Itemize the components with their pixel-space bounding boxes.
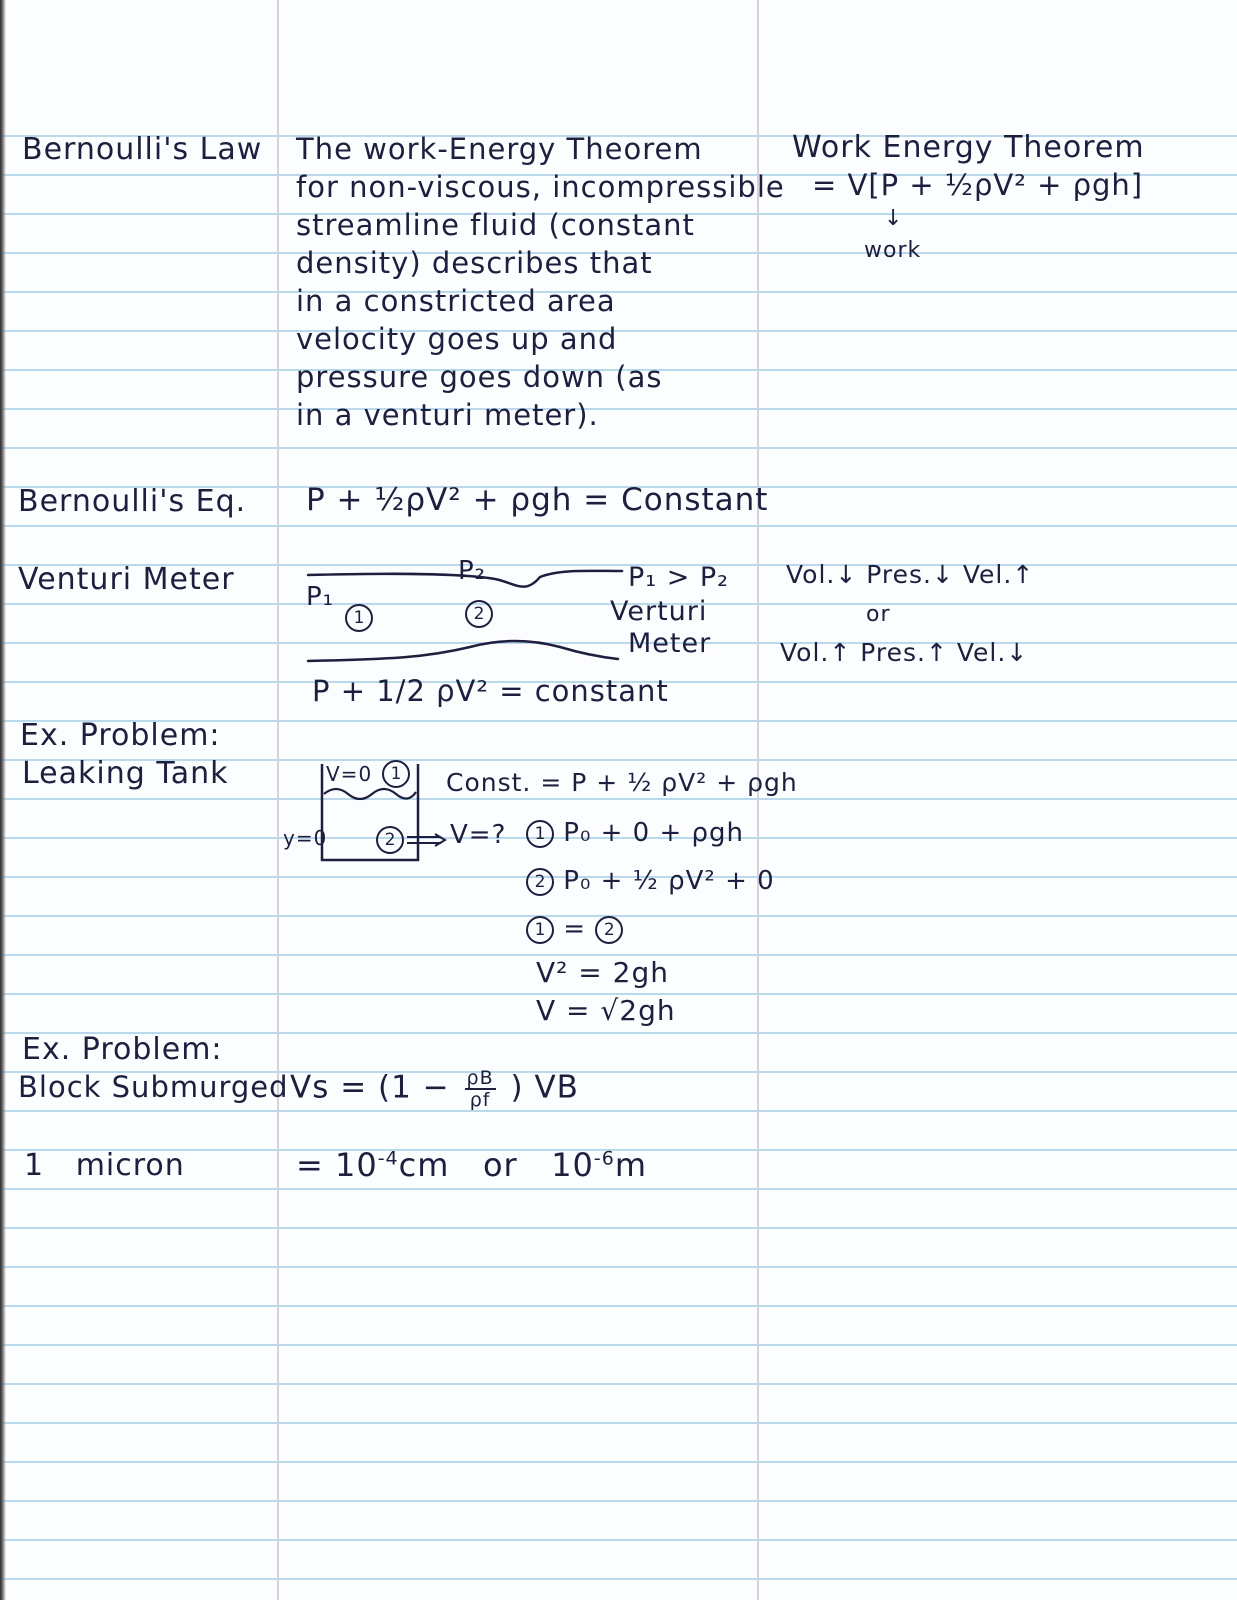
venturi-note-or: or (866, 602, 891, 627)
venturi-note-line1: Vol.↓ Pres.↓ Vel.↑ (786, 560, 1035, 589)
venturi-point-1: 1 (345, 604, 373, 632)
description-line: in a constricted area (296, 284, 616, 318)
tank-water-surface (324, 789, 416, 799)
term-bernoulli-eq: Bernoulli's Eq. (18, 484, 247, 519)
tank-step-point2: 2 P₀ + ½ ρV² + 0 (526, 866, 775, 896)
tank-v-result: V = √2gh (536, 994, 676, 1027)
description-line: velocity goes up and (296, 322, 618, 356)
tank-step-point1: 1 P₀ + 0 + ρgh (526, 818, 744, 848)
term-block-line1: Ex. Problem: (22, 1032, 223, 1067)
fraction-denominator: ρf (469, 1089, 491, 1111)
density-fraction (465, 1068, 496, 1110)
term-venturi-meter: Venturi Meter (18, 562, 235, 597)
venturi-p2-label: P₂ (458, 556, 487, 586)
outflow-arrow-icon (405, 832, 449, 850)
block-equation: Vs = (1 − $\frac{\rho B}{\rho f}$ ) VB (290, 1067, 579, 1111)
tank-point-1: 1 (382, 760, 410, 788)
tank-constant-expression: Const. = P + ½ ρV² + ρgh (446, 768, 798, 797)
description-line: pressure goes down (as (296, 360, 663, 394)
down-arrow-icon: ↓ (884, 206, 904, 231)
bernoulli-law-description (296, 130, 785, 434)
tank-outflow-velocity: V=? (450, 820, 507, 850)
bernoulli-equation: P + ½ρV² + ρgh = Constant (306, 482, 769, 518)
term-leaking-tank-line1: Ex. Problem: (20, 718, 221, 753)
venturi-p1-label: P₁ (306, 582, 335, 612)
term-micron: 1 micron (24, 1148, 185, 1183)
term-leaking-tank-line2: Leaking Tank (22, 756, 229, 791)
page-header-blank (0, 0, 1237, 118)
margin-line-left (277, 0, 279, 1600)
page-edge (0, 0, 6, 1600)
description-line: density) describes that (296, 246, 653, 280)
venturi-equation: P + 1/2 ρV² = constant (312, 674, 669, 708)
venturi-pressure-relation: P₁ > P₂ (628, 562, 729, 593)
term-block-line2: Block Submurged (18, 1070, 289, 1104)
term-bernoulli-law: Bernoulli's Law (22, 132, 263, 167)
venturi-bottom-wall (308, 641, 618, 661)
tank-v-squared: V² = 2gh (536, 956, 669, 989)
work-label: work (864, 238, 922, 263)
description-line: The work-Energy Theorem (296, 132, 703, 166)
tank-step-equate: 1 = 2 (526, 914, 623, 944)
venturi-caption-line1: Verturi (610, 596, 708, 627)
description-line: in a venturi meter). (296, 398, 599, 432)
description-line: for non-viscous, incompressible (296, 170, 785, 204)
tank-y-zero-label: y=0 (283, 826, 328, 850)
description-line: streamline fluid (constant (296, 208, 695, 242)
tank-top-velocity: V=0 (326, 762, 373, 786)
tank-point-2: 2 (376, 826, 404, 854)
venturi-caption-line2: Meter (628, 628, 712, 659)
work-energy-theorem-title: Work Energy Theorem (792, 130, 1145, 165)
micron-value: = $10^{-4}cm$ or $10^{-6}m$ (296, 1146, 648, 1184)
venturi-note-line2: Vol.↑ Pres.↑ Vel.↓ (780, 638, 1029, 667)
fraction-numerator: ρB (466, 1067, 494, 1089)
work-energy-formula: = V[P + ½ρV² + ρgh] (812, 168, 1144, 202)
venturi-point-2: 2 (465, 600, 493, 628)
